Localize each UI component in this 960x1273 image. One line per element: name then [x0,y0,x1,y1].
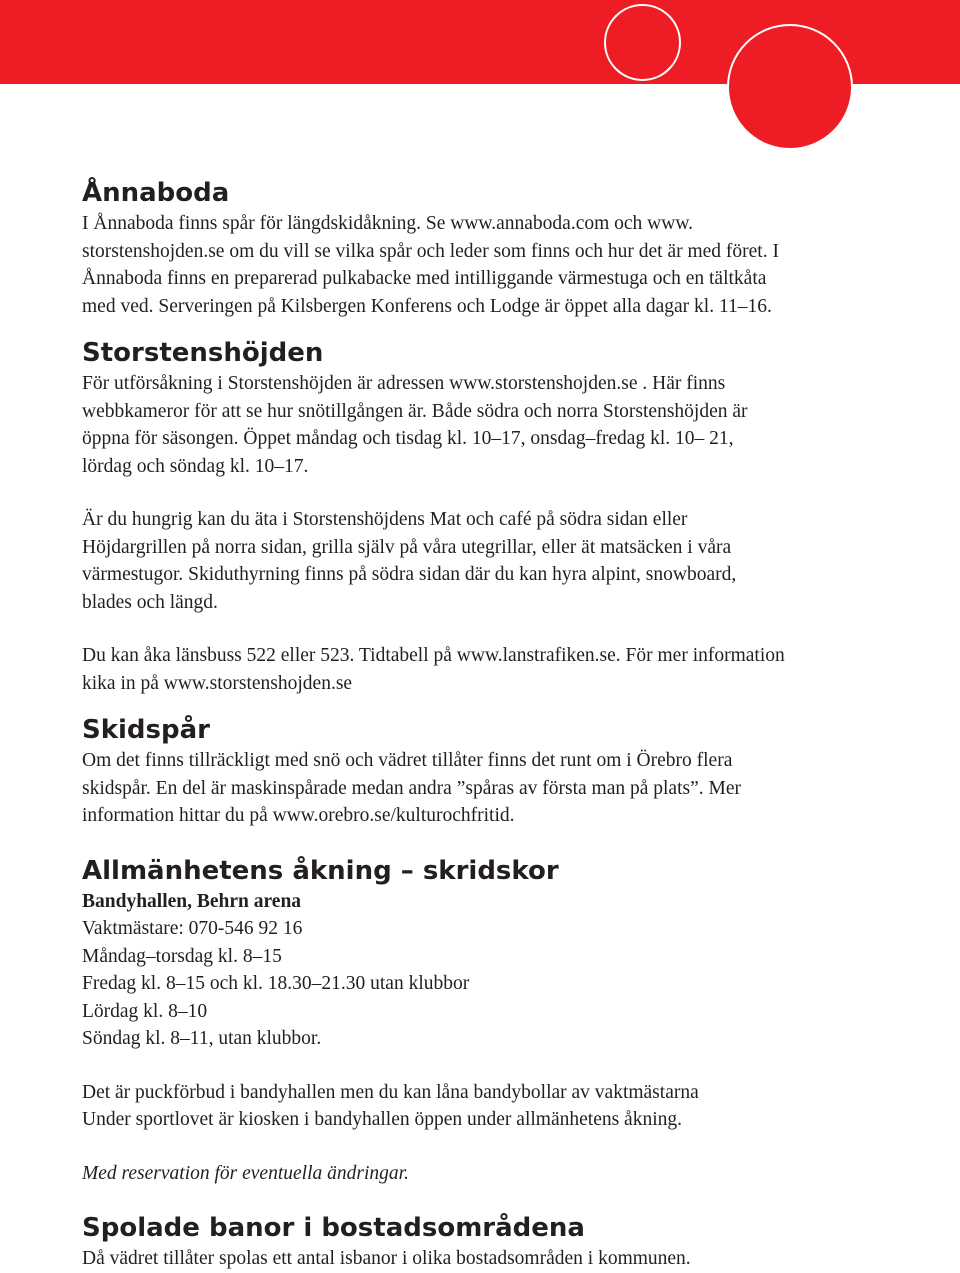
text-line: webbkameror för att se hur snötillgången är. Både södra och norra Storstenshöjden är [82,400,748,422]
text-line: öppna för säsongen. Öppet måndag och tisdag kl. 10–17, onsdag–fredag kl. 10– 21, [82,428,734,449]
decorative-circle-large [727,24,853,150]
text-line: Under sportlovet är kiosken i bandyhallen öppen under allmänhetens åkning. [82,1109,683,1130]
document-body [82,176,902,1273]
section-annaboda [82,176,902,320]
section-allmanhetens-akning [82,854,902,1188]
hours-line: Vaktmästare: 070-546 92 16 [82,918,303,939]
text-line: Höjdargrillen på norra sidan, grilla själv på våra utegrillar, eller ät matsäcken i våra [82,536,732,558]
heading-spolade-banor: Spolade banor i bostadsområdena [82,1213,585,1243]
text-line: Är du hungrig kan du äta i Storstenshöjdens Mat och café på södra sidan eller [82,509,688,530]
text-line: värmestugor. Skiduthyrning finns på södra sidan där du kan hyra alpint, snowboard, [82,564,737,585]
venue-name: Bandyhallen, Behrn arena [82,890,302,912]
text-line: med ved. Serveringen på Kilsbergen Konferens och Lodge är öppet alla dagar kl. 11–16. [82,295,772,317]
text-line: storstenshojden.se om du vill se vilka spår och leder som finns och hur det är med föret. I [82,240,779,262]
text-line: Om det finns tillräckligt med snö och vädret tillåter finns det runt om i Örebro flera [82,750,733,771]
section-spolade-banor [82,1211,902,1273]
decorative-circle-small [604,4,681,81]
hours-line: Lördag kl. 8–10 [82,1000,208,1022]
hours-line: Måndag–torsdag kl. 8–15 [82,945,282,967]
text-line: Det är puckförbud i bandyhallen men du kan låna bandybollar av vaktmästarna [82,1081,699,1103]
text-line: I Ånnaboda finns spår för längdskidåkning. Se www.annaboda.com och www. [82,213,694,234]
text-line: Då vädret tillåter spolas ett antal isbanor i olika bostadsområden i kommunen. [82,1248,691,1269]
heading-storstenshojden: Storstenshöjden [82,338,324,368]
section-skidspar [82,713,902,830]
text-line: skidspår. En del är maskinspårade medan andra ”spåras av första man på plats”. Mer [82,777,741,799]
heading-skidspar: Skidspår [82,715,210,745]
text-line: blades och längd. [82,591,218,613]
text-line: Ånnaboda finns en preparerad pulkabacke med intilliggande värmestuga och en tältkåta [82,268,767,289]
text-line: kika in på www.storstenshojden.se [82,672,353,694]
heading-annaboda: Ånnaboda [82,178,230,208]
section-storstenshojden [82,336,902,697]
hours-line: Fredag kl. 8–15 och kl. 18.30–21.30 utan klubbor [82,973,470,994]
hours-line: Söndag kl. 8–11, utan klubbor. [82,1028,322,1049]
disclaimer: Med reservation för eventuella ändringar. [82,1162,409,1184]
text-line: lördag och söndag kl. 10–17. [82,455,309,477]
heading-allmanhetens-akning: Allmänhetens åkning – skridskor [82,855,559,886]
text-line: För utförsåkning i Storstenshöjden är adressen www.storstenshojden.se . Här finns [82,373,726,394]
text-line: information hittar du på www.orebro.se/kulturochfritid. [82,805,515,826]
text-line: Du kan åka länsbuss 522 eller 523. Tidtabell på www.lanstrafiken.se. För mer information [82,645,785,666]
